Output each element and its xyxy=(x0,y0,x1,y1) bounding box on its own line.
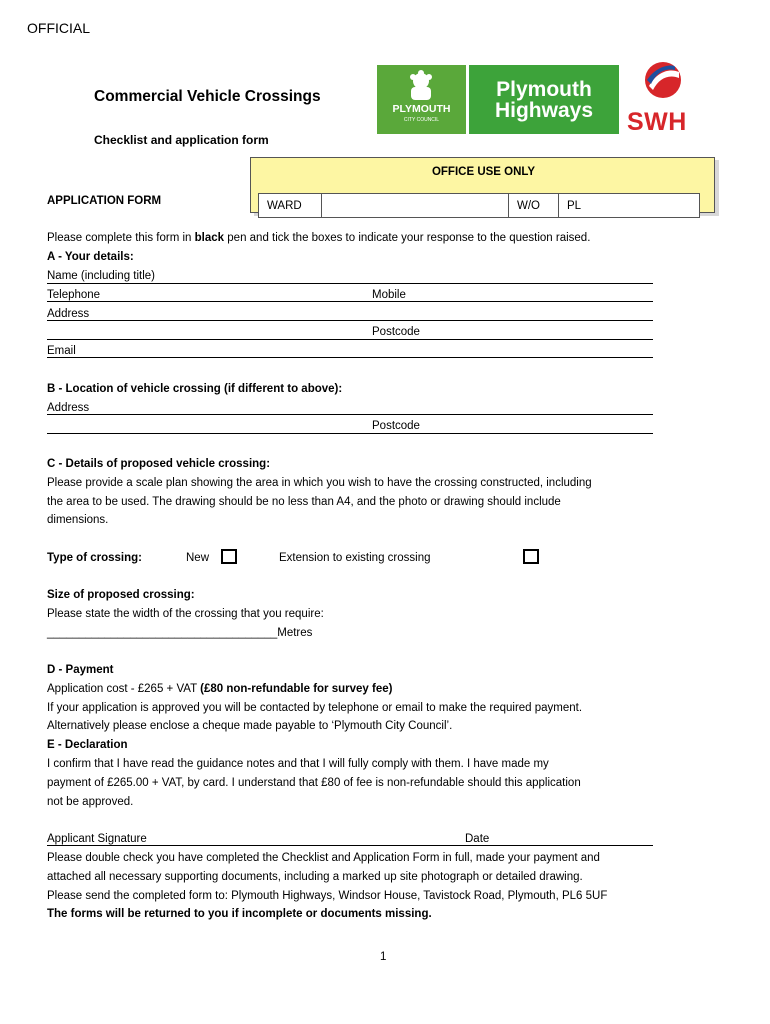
payment-line2: Alternatively please enclose a cheque made payable to ‘Plymouth City Council’. xyxy=(47,720,453,732)
location-address-label: Address xyxy=(47,402,90,414)
council-logo-line1: PLYMOUTH xyxy=(392,103,451,115)
section-e-heading: E - Declaration xyxy=(47,739,128,751)
location-address-field[interactable] xyxy=(47,414,653,415)
section-d-heading: D - Payment xyxy=(47,664,114,676)
swh-logo-text: SWH xyxy=(627,108,687,136)
closing-line2: attached all necessary supporting documents, including a marked up site photograph or detailed drawing. xyxy=(47,871,583,883)
intro-pre: Please complete this form in xyxy=(47,232,195,244)
declaration-line2: payment of £265.00 + VAT, by card. I understand that £80 of fee is non-refundable should this application xyxy=(47,777,581,789)
wo-cell: W/O xyxy=(509,194,559,217)
address-label: Address xyxy=(47,308,90,320)
declaration-line3: not be approved. xyxy=(47,796,134,808)
section-c-line2: the area to be used. The drawing should be no less than A4, and the photo or drawing should include xyxy=(47,496,561,508)
new-crossing-checkbox[interactable] xyxy=(221,549,237,564)
cost-bold-text: (£80 non-refundable for survey fee) xyxy=(200,683,393,695)
new-crossing-label: New xyxy=(186,552,210,564)
name-label: Name (including title) xyxy=(47,270,156,282)
highways-logo-line1: Plymouth xyxy=(496,78,592,101)
highways-logo-line2: Highways xyxy=(494,99,594,122)
section-a-heading: A - Your details: xyxy=(47,251,134,263)
intro-bold: black xyxy=(194,232,225,244)
telephone-label: Telephone xyxy=(47,289,101,301)
name-field[interactable] xyxy=(47,283,653,284)
address-field[interactable] xyxy=(47,320,653,321)
intro-post: pen and tick the boxes to indicate your response to the question raised. xyxy=(224,232,591,244)
application-cost xyxy=(47,682,392,696)
size-heading: Size of proposed crossing: xyxy=(47,589,195,601)
document-title: Commercial Vehicle Crossings xyxy=(94,88,321,105)
intro-text xyxy=(47,231,590,245)
ward-value-cell[interactable] xyxy=(322,194,509,217)
section-c-line1: Please provide a scale plan showing the area in which you wish to have the crossing constructed, including xyxy=(47,477,592,489)
document-subtitle: Checklist and application form xyxy=(94,133,269,147)
closing-warning: The forms will be returned to you if incomplete or documents missing. xyxy=(47,908,432,920)
plymouth-city-council-logo xyxy=(377,65,466,134)
swh-logo-icon xyxy=(645,62,681,98)
email-label: Email xyxy=(47,345,76,357)
applicant-signature-label: Applicant Signature xyxy=(47,833,147,845)
extension-crossing-label: Extension to existing crossing xyxy=(279,552,431,564)
cost-text: Application cost - £265 + VAT xyxy=(47,683,201,695)
crest-icon xyxy=(377,65,466,134)
plymouth-highways-logo xyxy=(469,65,619,134)
section-b-heading: B - Location of vehicle crossing (if different to above): xyxy=(47,383,343,395)
classification-label: OFFICIAL xyxy=(27,20,91,36)
signature-field[interactable] xyxy=(47,845,653,846)
email-field[interactable] xyxy=(47,357,653,358)
closing-line1: Please double check you have completed the Checklist and Application Form in full, made your payment and xyxy=(47,852,600,864)
mobile-label: Mobile xyxy=(372,289,406,301)
location-postcode-field[interactable] xyxy=(47,433,653,434)
page-number: 1 xyxy=(380,951,387,963)
ward-cell: WARD xyxy=(259,194,322,217)
telephone-field[interactable] xyxy=(47,301,653,302)
date-label: Date xyxy=(465,833,490,845)
pl-cell: PL xyxy=(567,200,582,212)
closing-line3: Please send the completed form to: Plymouth Highways, Windsor House, Tavistock Road, Plymouth, PL6 5UF xyxy=(47,890,608,902)
crossing-width-field[interactable]: ____________________________________Metres xyxy=(47,627,313,639)
office-use-fields xyxy=(258,193,700,218)
declaration-line1: I confirm that I have read the guidance notes and that I will fully comply with them. I have made my xyxy=(47,758,549,770)
crossing-type-label: Type of crossing: xyxy=(47,552,142,564)
size-instruction: Please state the width of the crossing that you require: xyxy=(47,608,324,620)
postcode-field[interactable] xyxy=(47,339,653,340)
postcode-label: Postcode xyxy=(372,326,420,338)
payment-line1: If your application is approved you will be contacted by telephone or email to make the required payment. xyxy=(47,702,583,714)
office-use-title: OFFICE USE ONLY xyxy=(431,166,536,178)
location-postcode-label: Postcode xyxy=(372,420,420,432)
application-form-label: APPLICATION FORM xyxy=(47,195,162,207)
extension-crossing-checkbox[interactable] xyxy=(523,549,539,564)
section-c-line3: dimensions. xyxy=(47,514,109,526)
council-logo-line2: CITY COUNCIL xyxy=(403,117,440,123)
section-c-heading: C - Details of proposed vehicle crossing: xyxy=(47,458,271,470)
